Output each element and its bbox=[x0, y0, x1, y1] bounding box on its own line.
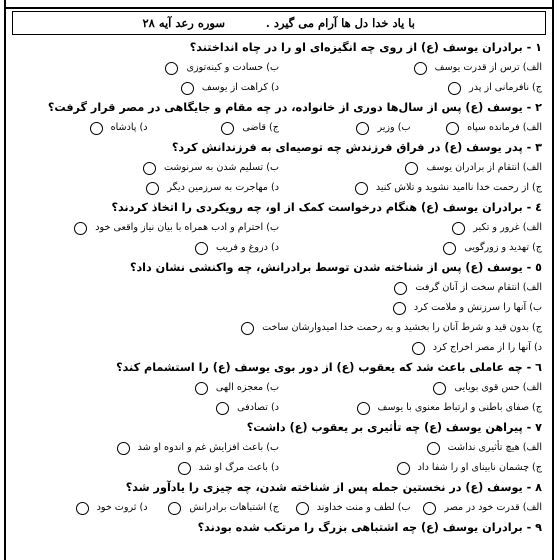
option-label: د) مهاجرت به سرزمین دیگر bbox=[167, 182, 279, 193]
radio-circle-icon[interactable] bbox=[178, 462, 191, 475]
radio-circle-icon[interactable] bbox=[146, 182, 159, 195]
radio-circle-icon[interactable] bbox=[414, 62, 427, 75]
options-row bbox=[16, 338, 542, 358]
question-2-option-2[interactable] bbox=[279, 118, 411, 138]
question-8-option-2[interactable] bbox=[279, 498, 411, 518]
options-row bbox=[16, 498, 542, 518]
option-label: الف) فرمانده سپاه bbox=[467, 122, 542, 133]
radio-circle-icon[interactable] bbox=[443, 242, 456, 255]
radio-circle-icon[interactable] bbox=[397, 462, 410, 475]
option-label: ب) لطف و منت خداوند bbox=[316, 502, 411, 513]
options-row bbox=[16, 278, 542, 298]
options-row bbox=[16, 238, 542, 258]
question-5-option-4[interactable] bbox=[16, 338, 542, 358]
options-row bbox=[16, 178, 542, 198]
option-label: الف) حس قوی بویایی bbox=[454, 382, 542, 393]
radio-circle-icon[interactable] bbox=[427, 442, 440, 455]
option-label: ج) نافرمانی از پدر bbox=[469, 82, 542, 93]
question-7-option-2[interactable] bbox=[16, 438, 279, 458]
question-5-option-2[interactable] bbox=[16, 298, 542, 318]
question-1-text: ۱ - برادران یوسف (ع) از روی چه انگیزه‌ای او را در چاه انداختند؟ bbox=[189, 41, 542, 54]
question-6-option-1[interactable] bbox=[279, 378, 542, 398]
options-row bbox=[16, 158, 542, 178]
question-4-option-1[interactable] bbox=[279, 218, 542, 238]
option-label: ب) باعث افزایش غم و اندوه او شد bbox=[137, 442, 279, 453]
options-row bbox=[16, 78, 542, 98]
radio-circle-icon[interactable] bbox=[143, 162, 156, 175]
option-label: ج) اشتباهات برادرانش bbox=[189, 502, 279, 513]
question-4-option-3[interactable] bbox=[279, 238, 542, 258]
question-list bbox=[16, 38, 542, 538]
question-2-option-4[interactable] bbox=[16, 118, 148, 138]
top-border bbox=[6, 0, 552, 9]
option-label: ب) آنها را سرزنش و ملامت کرد bbox=[413, 302, 542, 313]
radio-circle-icon[interactable] bbox=[433, 382, 446, 395]
radio-circle-icon[interactable] bbox=[296, 502, 309, 515]
option-label: ب) حسادت و کینه‌توزی bbox=[186, 62, 279, 73]
exam-header bbox=[12, 11, 546, 35]
radio-circle-icon[interactable] bbox=[448, 82, 461, 95]
question-3-option-3[interactable] bbox=[279, 178, 542, 198]
question-1-option-1[interactable] bbox=[279, 58, 542, 78]
radio-circle-icon[interactable] bbox=[452, 222, 465, 235]
radio-circle-icon[interactable] bbox=[181, 82, 194, 95]
question-1-option-4[interactable] bbox=[16, 78, 279, 98]
radio-circle-icon[interactable] bbox=[357, 402, 370, 415]
radio-circle-icon[interactable] bbox=[117, 442, 130, 455]
question-8-option-3[interactable] bbox=[148, 498, 280, 518]
option-label: د) باعث مرگ او شد bbox=[198, 462, 279, 473]
options-row bbox=[16, 458, 542, 478]
question-5-text: ٥ - یوسف (ع) پس از شناخته شدن توسط برادرانش، چه واکنشی نشان داد؟ bbox=[129, 261, 542, 274]
question-6-text: ٦ - چه عاملی باعث شد که یعقوب (ع) از دور بوی یوسف (ع) را استشمام کند؟ bbox=[116, 361, 542, 374]
question-4-option-4[interactable] bbox=[16, 238, 279, 258]
question-4-option-2[interactable] bbox=[16, 218, 279, 238]
option-label: د) پادشاه bbox=[110, 122, 148, 133]
option-label: الف) قدرت خود در مصر bbox=[444, 502, 542, 513]
question-2-option-1[interactable] bbox=[411, 118, 543, 138]
radio-circle-icon[interactable] bbox=[355, 182, 368, 195]
radio-circle-icon[interactable] bbox=[356, 122, 369, 135]
radio-circle-icon[interactable] bbox=[393, 302, 406, 315]
question-5-option-1[interactable] bbox=[16, 278, 542, 298]
question-1-option-3[interactable] bbox=[279, 78, 542, 98]
question-7-option-1[interactable] bbox=[279, 438, 542, 458]
option-label: ج) چشمان نابینای او را شفا داد bbox=[417, 462, 542, 473]
question-6-option-4[interactable] bbox=[16, 398, 279, 418]
question-3-option-2[interactable] bbox=[16, 158, 279, 178]
question-3-option-1[interactable] bbox=[279, 158, 542, 178]
radio-circle-icon[interactable] bbox=[165, 62, 178, 75]
option-label: ج) از رحمت خدا ناامید نشوید و تلاش کنید bbox=[375, 182, 542, 193]
option-label: ب) احترام و ادب همراه با بیان نیاز واقعی خود bbox=[95, 222, 279, 233]
option-label: د) کراهت از یوسف bbox=[201, 82, 279, 93]
options-row bbox=[16, 398, 542, 418]
header-title: با یاد خدا دل ها آرام می گیرد . bbox=[265, 16, 415, 30]
option-label: الف) غرور و تکبر bbox=[473, 222, 542, 233]
option-label: ب) وزیر bbox=[377, 122, 411, 133]
question-8-option-1[interactable] bbox=[411, 498, 543, 518]
option-label: د) دروغ و فریب bbox=[215, 242, 279, 253]
question-4-text: ٤ - برادران یوسف (ع) هنگام درخواست کمک از او، چه رویکردی را اتخاذ کردند؟ bbox=[111, 201, 542, 214]
radio-circle-icon[interactable] bbox=[76, 502, 89, 515]
option-label: الف) ترس از قدرت یوسف bbox=[434, 62, 542, 73]
question-8-option-4[interactable] bbox=[16, 498, 148, 518]
options-row bbox=[16, 298, 542, 318]
question-1-option-2[interactable] bbox=[16, 58, 279, 78]
question-9-text: ۹ - برادران یوسف (ع) چه اشتباهی بزرگ را مرتکب شده بودند؟ bbox=[197, 521, 542, 534]
options-row bbox=[16, 378, 542, 398]
radio-circle-icon[interactable] bbox=[221, 122, 234, 135]
radio-circle-icon[interactable] bbox=[405, 162, 418, 175]
question-7-option-3[interactable] bbox=[279, 458, 542, 478]
options-row bbox=[16, 58, 542, 78]
radio-circle-icon[interactable] bbox=[168, 502, 181, 515]
option-label: ب) تسلیم شدن به سرنوشت bbox=[163, 162, 279, 173]
radio-circle-icon[interactable] bbox=[241, 322, 254, 335]
options-row bbox=[16, 318, 542, 338]
question-3-text: ۳ - پدر یوسف (ع) در فراق فرزندش چه توصیه‌ای به فرزندانش کرد؟ bbox=[171, 141, 542, 154]
radio-circle-icon[interactable] bbox=[412, 342, 425, 355]
option-label: ج) بدون قید و شرط آنان را بخشید و به رحمت خدا امیدوارشان ساخت bbox=[262, 322, 542, 333]
question-2-option-3[interactable] bbox=[148, 118, 280, 138]
options-row bbox=[16, 218, 542, 238]
question-3-option-4[interactable] bbox=[16, 178, 279, 198]
question-7-option-4[interactable] bbox=[16, 458, 279, 478]
radio-circle-icon[interactable] bbox=[423, 502, 436, 515]
radio-circle-icon[interactable] bbox=[394, 282, 407, 295]
question-8-text: ۸ - یوسف (ع) در نخستین جمله پس از شناخته شدن، چه چیزی را یادآور شد؟ bbox=[125, 481, 542, 494]
question-7-text: ۷ - پیراهن یوسف (ع) چه تأثیری بر یعقوب (ع) داشت؟ bbox=[246, 421, 542, 434]
option-label: ب) معجزه الهی bbox=[215, 382, 279, 393]
option-label: الف) انتقام از برادران یوسف bbox=[426, 162, 542, 173]
option-label: الف) انتقام سخت از آنان گرفت bbox=[415, 282, 542, 293]
question-5-option-3[interactable] bbox=[16, 318, 542, 338]
header-reference: سوره رعد آیه ۲۸ bbox=[142, 16, 225, 30]
option-label: د) ثروت خود bbox=[96, 502, 148, 513]
exam-sheet bbox=[4, 0, 554, 560]
option-label: د) آنها را از مصر اخراج کرد bbox=[432, 342, 542, 353]
option-label: ج) قاضی bbox=[242, 122, 279, 133]
options-row bbox=[16, 118, 542, 138]
question-2-text: ۲ - یوسف (ع) پس از سال‌ها دوری از خانواده، در چه مقام و جایگاهی در مصر قرار گرفت؟ bbox=[47, 101, 542, 114]
radio-circle-icon[interactable] bbox=[90, 122, 103, 135]
option-label: ج) تهدید و زورگویی bbox=[464, 242, 542, 253]
option-label: الف) هیچ تأثیری نداشت bbox=[447, 442, 542, 453]
radio-circle-icon[interactable] bbox=[195, 382, 208, 395]
radio-circle-icon[interactable] bbox=[74, 222, 87, 235]
radio-circle-icon[interactable] bbox=[195, 242, 208, 255]
option-label: ج) صفای باطنی و ارتباط معنوی با یوسف bbox=[377, 402, 542, 413]
option-label: د) تصادفی bbox=[237, 402, 279, 413]
question-6-option-2[interactable] bbox=[16, 378, 279, 398]
question-6-option-3[interactable] bbox=[279, 398, 542, 418]
radio-circle-icon[interactable] bbox=[446, 122, 459, 135]
options-row bbox=[16, 438, 542, 458]
radio-circle-icon[interactable] bbox=[216, 402, 229, 415]
